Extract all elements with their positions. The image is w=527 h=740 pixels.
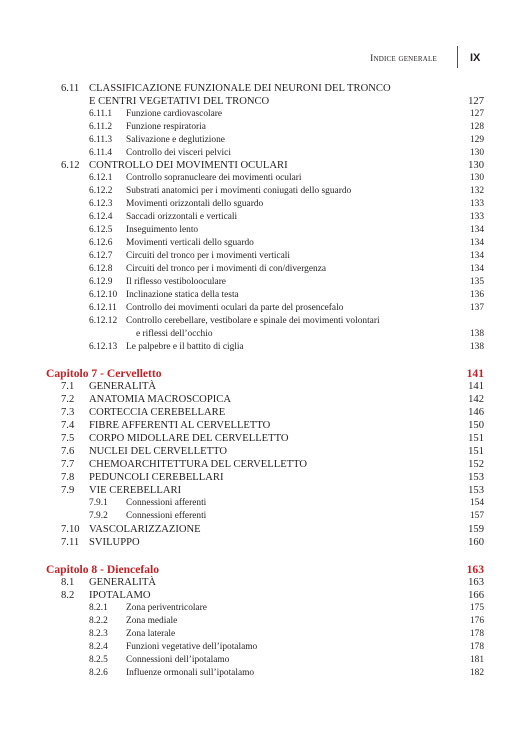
section-title: Salivazione e deglutizione (126, 135, 225, 145)
toc-entry (0, 263, 527, 276)
toc-entry (0, 432, 527, 445)
page-ref: 159 (468, 524, 484, 535)
section-number: 7.11 (61, 537, 80, 548)
page-ref: 134 (469, 238, 484, 248)
toc-entry (0, 224, 527, 237)
section-title: Circuiti del tronco per i movimenti verticali (126, 251, 291, 261)
section-title: Circuiti del tronco per i movimenti di con/divergenza (126, 264, 327, 274)
section-title: Substrati anatomici per i movimenti coniugati dello sguardo (126, 186, 352, 196)
page-ref: 163 (466, 563, 484, 576)
section-number: 6.11.3 (89, 135, 113, 145)
section-title: e riflessi dell’occhio (136, 329, 213, 339)
page-ref: 181 (469, 655, 484, 665)
page-ref: 151 (468, 446, 484, 457)
section-number: 7.8 (61, 472, 75, 483)
page-ref: 130 (468, 160, 484, 171)
section-title: Connessioni efferenti (126, 511, 207, 521)
toc-entry (0, 82, 527, 95)
section-title: VASCOLARIZZAZIONE (89, 524, 201, 535)
section-title: Saccadi orizzontali e verticali (126, 212, 238, 222)
section-number: 7.4 (61, 420, 75, 431)
toc-entry (0, 406, 527, 419)
section-number: 6.12.3 (89, 199, 113, 209)
toc-entry (0, 393, 527, 406)
page-ref: 138 (469, 342, 484, 352)
section-number: 7.5 (61, 433, 75, 444)
chapter-title: Capitolo 8 - Diencefalo (46, 563, 160, 576)
section-number: 6.12.10 (89, 290, 118, 300)
section-title: GENERALITÀ (89, 381, 157, 392)
page-ref: 160 (468, 537, 484, 548)
toc-entry (0, 589, 527, 602)
toc-entry (0, 458, 527, 471)
toc-entry (0, 628, 527, 641)
toc-entry (0, 121, 527, 134)
section-number: 7.1 (61, 381, 75, 392)
section-title: Funzioni vegetative dell’ipotalamo (126, 642, 258, 652)
chapter-title: Capitolo 7 - Cervelletto (46, 367, 162, 380)
section-title: PEDUNCOLI CEREBELLARI (89, 472, 224, 483)
section-title: Controllo cerebellare, vestibolare e spinale dei movimenti volontari (126, 316, 380, 326)
page-ref: 152 (468, 459, 484, 470)
section-title: Connessioni dell’ipotalamo (126, 655, 230, 665)
section-number: 7.9 (61, 485, 75, 496)
toc-entry (0, 445, 527, 458)
toc-entry (0, 484, 527, 497)
toc-entry (0, 576, 527, 589)
toc-entry (0, 302, 527, 315)
section-title: VIE CEREBELLARI (89, 485, 182, 496)
page-ref: 136 (469, 290, 484, 300)
page-ref: 150 (468, 420, 484, 431)
section-number: 6.12.1 (89, 173, 113, 183)
page-ref: 153 (468, 485, 484, 496)
section-title: CONTROLLO DEI MOVIMENTI OCULARI (89, 160, 288, 171)
toc-entry (0, 198, 527, 211)
page-ref: 153 (468, 472, 484, 483)
toc-entry (0, 341, 527, 354)
toc-entry (0, 641, 527, 654)
section-title: Il riflesso vestibolooculare (126, 277, 226, 287)
section-number: 6.11.1 (89, 109, 113, 119)
toc-entry (0, 654, 527, 667)
page-ref: 134 (469, 251, 484, 261)
section-number: 8.2 (61, 590, 75, 601)
section-title: Zona periventricolare (126, 603, 207, 613)
toc-entry (0, 289, 527, 302)
section-title: Movimenti verticali dello sguardo (126, 238, 254, 248)
section-number: 6.12.5 (89, 225, 113, 235)
section-title: Funzione cardiovascolare (126, 109, 223, 119)
section-title: GENERALITÀ (89, 577, 157, 588)
section-number: 6.12.7 (89, 251, 113, 261)
section-number: 6.11.4 (89, 148, 113, 158)
section-title: CLASSIFICAZIONE FUNZIONALE DEI NEURONI DEL TRONCO (89, 83, 391, 94)
page-ref: 133 (469, 212, 484, 222)
chapter-heading (0, 563, 527, 576)
section-title: Influenze ormonali sull’ipotalamo (126, 668, 255, 678)
page-ref: 135 (469, 277, 484, 287)
toc-entry (0, 602, 527, 615)
section-title: Funzione respiratoria (126, 122, 206, 132)
page-ref: 175 (469, 603, 484, 613)
section-number: 8.2.4 (89, 642, 108, 652)
section-number: 6.12 (61, 160, 80, 171)
toc-entry (0, 471, 527, 484)
page-ref: 141 (466, 367, 484, 380)
toc-entry (0, 276, 527, 289)
section-number: 6.11.2 (89, 122, 113, 132)
section-number: 6.12.13 (89, 342, 118, 352)
section-title: FIBRE AFFERENTI AL CERVELLETTO (89, 420, 271, 431)
page-ref: 178 (469, 642, 484, 652)
section-title: ANATOMIA MACROSCOPICA (89, 394, 231, 405)
toc-entry (0, 380, 527, 393)
section-number: 6.12.4 (89, 212, 113, 222)
page-ref: 163 (468, 577, 484, 588)
page-ref: 141 (468, 381, 484, 392)
page-ref: 134 (469, 264, 484, 274)
section-number: 8.2.1 (89, 603, 108, 613)
section-title: Zona laterale (126, 629, 176, 639)
section-title: Connessioni afferenti (126, 498, 207, 508)
page-ref: 182 (469, 668, 484, 678)
section-number: 7.9.2 (89, 511, 108, 521)
page-ref: 134 (469, 225, 484, 235)
section-number: 7.3 (61, 407, 75, 418)
section-title: IPOTALAMO (89, 590, 151, 601)
page-ref: 133 (469, 199, 484, 209)
page-ref: 132 (469, 186, 484, 196)
section-number: 6.12.12 (89, 316, 118, 326)
toc-entry (0, 95, 527, 108)
page-ref: 142 (468, 394, 484, 405)
page-ref: 157 (469, 511, 484, 521)
section-number: 8.2.5 (89, 655, 108, 665)
page-ref: 128 (469, 122, 484, 132)
section-number: 6.12.6 (89, 238, 113, 248)
section-number: 6.12.2 (89, 186, 113, 196)
section-title: Inclinazione statica della testa (126, 290, 239, 300)
section-title: Le palpebre e il battito di ciglia (126, 342, 244, 352)
toc-entry (0, 108, 527, 121)
chapter-heading (0, 367, 527, 380)
section-number: 8.2.6 (89, 668, 108, 678)
page-ref: 176 (469, 616, 484, 626)
section-title: Controllo sopranucleare dei movimenti oculari (126, 173, 302, 183)
section-title: Controllo dei movimenti oculari da parte del prosencefalo (126, 303, 344, 313)
section-title: NUCLEI DEL CERVELLETTO (89, 446, 228, 457)
toc-entry (0, 250, 527, 263)
section-number: 8.2.2 (89, 616, 108, 626)
toc-entry (0, 615, 527, 628)
section-title: Controllo dei visceri pelvici (126, 148, 231, 158)
section-number: 6.12.11 (89, 303, 117, 313)
section-number: 7.6 (61, 446, 75, 457)
toc-entry (0, 497, 527, 510)
page-ref: 127 (468, 96, 484, 107)
section-number: 7.10 (61, 524, 80, 535)
toc-entry (0, 510, 527, 523)
section-number: 6.12.9 (89, 277, 113, 287)
page-ref: 130 (469, 173, 484, 183)
page-ref: 154 (469, 498, 484, 508)
toc-entry (0, 523, 527, 536)
toc-entry (0, 211, 527, 224)
section-title: Movimenti orizzontali dello sguardo (126, 199, 264, 209)
section-title: Inseguimento lento (126, 225, 199, 235)
section-number: 8.2.3 (89, 629, 108, 639)
page-ref: 130 (469, 148, 484, 158)
toc-entry (0, 315, 527, 328)
toc-entry (0, 134, 527, 147)
page-ref: 151 (468, 433, 484, 444)
section-title: E CENTRI VEGETATIVI DEL TRONCO (89, 96, 270, 107)
section-number: 8.1 (61, 577, 75, 588)
toc-entry (0, 172, 527, 185)
section-number: 7.9.1 (89, 498, 108, 508)
page-ref: 127 (469, 109, 484, 119)
page-ref: 146 (468, 407, 484, 418)
toc-entry (0, 419, 527, 432)
section-title: CORTECCIA CEREBELLARE (89, 407, 226, 418)
section-title: CHEMOARCHITETTURA DEL CERVELLETTO (89, 459, 308, 470)
toc-entry (0, 237, 527, 250)
toc-entry (0, 185, 527, 198)
page-ref: 129 (469, 135, 484, 145)
section-title: SVILUPPO (89, 537, 140, 548)
section-number: 6.11 (61, 83, 80, 94)
page-ref: 138 (469, 329, 484, 339)
section-number: 7.2 (61, 394, 75, 405)
toc-entry (0, 667, 527, 680)
section-number: 6.12.8 (89, 264, 113, 274)
toc-entry (0, 159, 527, 172)
section-number: 7.7 (61, 459, 75, 470)
page-ref: 178 (469, 629, 484, 639)
page-ref: 166 (468, 590, 484, 601)
toc-entry (0, 536, 527, 549)
section-title: Zona mediale (126, 616, 178, 626)
running-header-title: Indice generale (370, 54, 437, 64)
page-ref: 137 (469, 303, 484, 313)
section-title: CORPO MIDOLLARE DEL CERVELLETTO (89, 433, 289, 444)
toc-entry (0, 328, 527, 341)
page-number: IX (470, 52, 481, 64)
